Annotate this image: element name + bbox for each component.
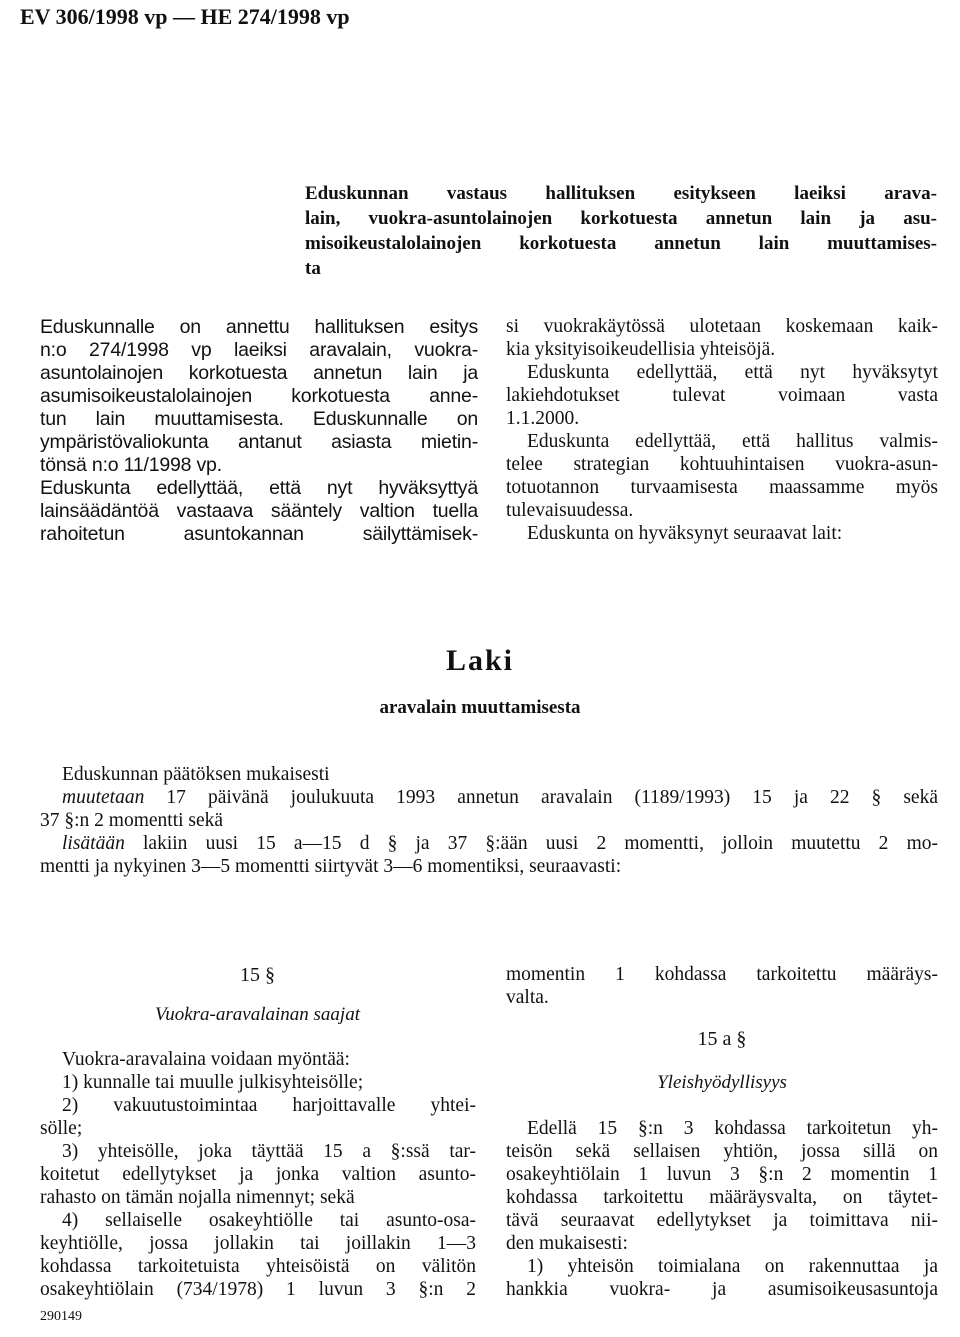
section-15a-body: [506, 1118, 938, 1302]
text-line: Eduskunta on hyväksynyt seuraavat lait:: [527, 523, 843, 544]
intro-left-column: [40, 316, 478, 546]
title-line: ta: [305, 258, 321, 279]
text-line: sölle;: [40, 1118, 83, 1139]
text-line: hankkia vuokra- ja asumisoikeusasuntoja: [506, 1279, 938, 1300]
title-line: misoikeustalolainojen korkotuesta annetun lain muuttamises-: [305, 233, 937, 254]
decision-verb: lisätään: [62, 833, 125, 854]
text-line: lainsäädäntöä vastaava sääntely valtion tuella: [40, 500, 478, 522]
text-line: osakeyhtiölain (734/1978) 1 luvun 3 §:n 2: [40, 1279, 476, 1300]
text-line: Eduskunta edellyttää, että nyt hyväksyttyä: [40, 477, 478, 499]
text-line: tävä seuraavat edellytykset ja toimittava nii-: [506, 1210, 938, 1231]
section-15-number: 15 §: [240, 964, 275, 986]
title-line: Eduskunnan vastaus hallituksen esitykseen laeiksi arava-: [305, 183, 937, 204]
text-line: momentin 1 kohdassa tarkoitettu määräys-: [506, 964, 938, 985]
text-line: 1.1.2000.: [506, 408, 580, 429]
document-code: 290149: [40, 1309, 82, 1324]
text-line: tun lain muuttamisesta. Eduskunnalle on: [40, 408, 478, 430]
law-heading: Laki: [445, 644, 515, 677]
section-15a-number: 15 a §: [697, 1028, 747, 1050]
text-line: n:o 274/1998 vp laeiksi aravalain, vuokra-: [40, 339, 478, 361]
text-line: telee strategian kohtuuhintaisen vuokra-asun-: [506, 454, 938, 475]
decision-line: mentti ja nykyinen 3—5 momentti siirtyvät 3—6 momentiksi, seuraavasti:: [40, 856, 622, 877]
decision-paragraph: [40, 764, 938, 879]
text-line: Eduskunta edellyttää, että hallitus valmis-: [527, 431, 938, 452]
text-line: Edellä 15 §:n 3 kohdassa tarkoitetun yh-: [527, 1118, 938, 1139]
title-line: lain, vuokra-asuntolainojen korkotuesta annetun lain ja asu-: [305, 208, 937, 229]
text-line: tulevaisuudessa.: [506, 500, 634, 521]
text-line: totuotannon turvaamisesta maassamme myös: [506, 477, 938, 498]
text-line: Vuokra-aravalaina voidaan myöntää:: [62, 1049, 350, 1070]
text-line: den mukaisesti:: [506, 1233, 628, 1254]
text-line: Eduskunta edellyttää, että nyt hyväksytyt: [527, 362, 938, 383]
text-line: valta.: [506, 987, 549, 1008]
text-line: si vuokrakäytössä ulotetaan koskemaan kaik-: [506, 316, 938, 337]
section-15-body: [40, 1049, 476, 1302]
text-line: rahoitetun asuntokannan säilyttämisek-: [40, 523, 478, 545]
document-header: EV 306/1998 vp — HE 274/1998 vp: [20, 4, 350, 29]
text-line: kohdassa tarkoitetuista yhteisöistä on välitön: [40, 1256, 476, 1277]
text-line: teisön sekä sellaisen yhtiön, jossa sillä on: [506, 1141, 938, 1162]
text-line: rahasto on tämän nojalla nimennyt; sekä: [40, 1187, 355, 1208]
decision-line: 37 §:n 2 momentti sekä: [40, 810, 224, 831]
text-line: kia yksityisoikeudellisia yhteisöjä.: [506, 339, 776, 360]
decision-text: 17 päivänä joulukuuta 1993 annetun aravalain (1189/1993) 15 ja 22 § sekä: [144, 787, 938, 808]
text-line: lakiehdotukset tulevat voimaan vasta: [506, 385, 938, 406]
decision-line: Eduskunnan päätöksen mukaisesti: [62, 764, 330, 785]
text-line: ympäristövaliokunta antanut asiasta mietin-: [40, 431, 478, 453]
text-line: Eduskunnalle on annettu hallituksen esitys: [40, 316, 478, 338]
text-line: kohdassa tarkoitettu määräysvalta, on täytet-: [506, 1187, 938, 1208]
decision-verb: muutetaan: [62, 787, 145, 808]
decision-line: [62, 787, 938, 810]
text-line: 2) vakuutustoimintaa harjoittavalle yhtei-: [62, 1095, 476, 1116]
text-line: asuntolainojen korkotuesta annetun lain ja: [40, 362, 478, 384]
text-line: osakeyhtiölain 1 luvun 3 §:n 2 momentin 1: [506, 1164, 938, 1185]
section-15a-title: Yleishyödyllisyys: [657, 1072, 787, 1093]
text-line: tönsä n:o 11/1998 vp.: [40, 454, 222, 476]
text-line: 1) yhteisön toimialana on rakennuttaa ja: [527, 1256, 938, 1277]
text-line: 3) yhteisölle, joka täyttää 15 a §:ssä tar-: [62, 1141, 476, 1162]
text-line: keyhtiölle, jossa jollakin tai joillakin 1—3: [40, 1233, 476, 1254]
text-line: 1) kunnalle tai muulle julkisyhteisölle;: [62, 1072, 364, 1093]
law-subheading: aravalain muuttamisesta: [379, 697, 581, 718]
section-15-continuation: [506, 964, 938, 1010]
text-line: 4) sellaiselle osakeyhtiölle tai asunto-osa-: [62, 1210, 476, 1231]
intro-right-column: [506, 316, 938, 546]
text-line: koitetut edellytykset ja jonka valtion asunto-: [40, 1164, 476, 1185]
decision-text: lakiin uusi 15 a—15 d § ja 37 §:ään uusi 2 momentti, jolloin muutettu 2 mo-: [124, 833, 938, 854]
decision-line: [62, 833, 938, 856]
section-15-title: Vuokra-aravalainan saajat: [155, 1004, 360, 1025]
document-title: [305, 183, 937, 283]
text-line: asumisoikeustalolainojen korkotuesta anne-: [40, 385, 478, 407]
